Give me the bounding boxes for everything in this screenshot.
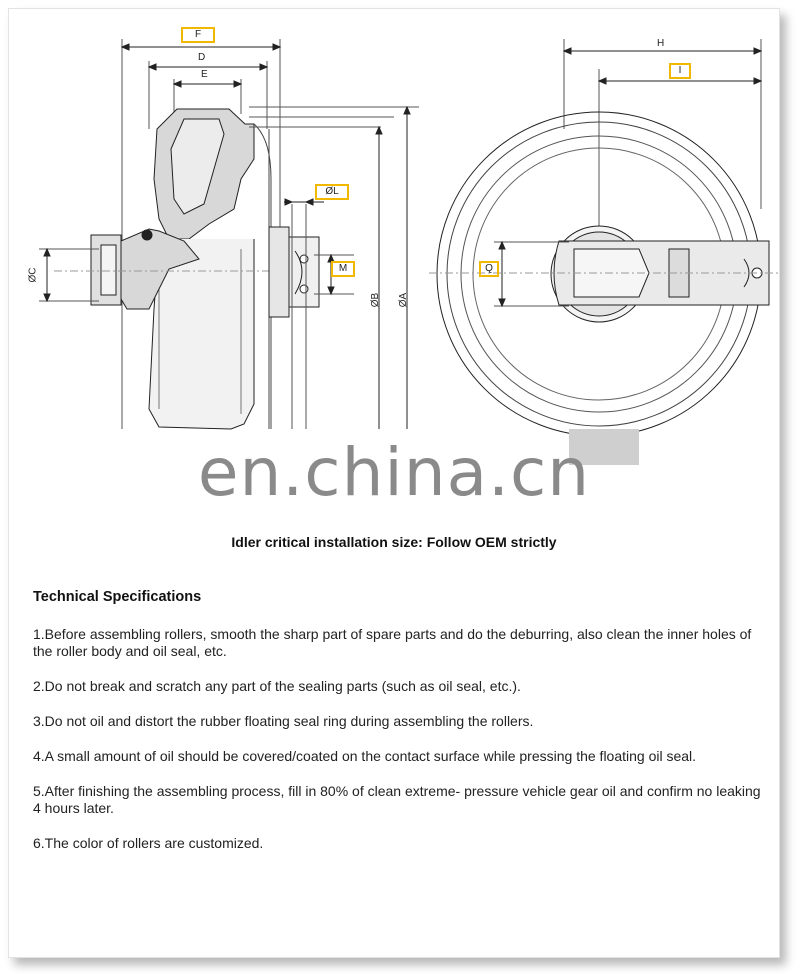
dim-label-e: E <box>201 69 208 80</box>
drawing-caption: Idler critical installation size: Follow OEM strictly <box>231 534 557 550</box>
dim-label-q: Q <box>479 261 499 277</box>
spec-item: 5.After finishing the assembling process, fill in 80% of clean extreme- pressure vehicle gear oil and confirm no leaking 4 hours later. <box>33 783 761 816</box>
dim-label-a: ØA <box>398 292 410 308</box>
dim-label-i: I <box>669 63 691 79</box>
spec-heading: Technical Specifications <box>33 589 202 605</box>
dim-label-d: D <box>198 52 206 63</box>
watermark: en.china.cn <box>197 434 591 511</box>
dim-label-c: ØC <box>27 267 39 283</box>
spec-item: 2.Do not break and scratch any part of the sealing parts (such as oil seal, etc.). <box>33 678 521 694</box>
spec-item: 1.Before assembling rollers, smooth the sharp part of spare parts and do the deburring, also clean the inner holes of the roller body and oil seal, etc. <box>33 626 752 659</box>
technical-specifications <box>33 589 768 870</box>
dim-label-f: F <box>181 27 215 43</box>
spec-item: 3.Do not oil and distort the rubber floating seal ring during assembling the rollers. <box>33 713 534 729</box>
spec-item: 6.The color of rollers are customized. <box>33 835 264 851</box>
document-frame <box>8 8 780 958</box>
dim-label-h: H <box>657 38 665 49</box>
spec-item: 4.A small amount of oil should be covered/coated on the contact surface while pressing the floating oil seal. <box>33 748 697 764</box>
dim-label-b: ØB <box>370 292 382 308</box>
dim-label-l: ØL <box>315 184 349 200</box>
dim-label-m: M <box>331 261 355 277</box>
